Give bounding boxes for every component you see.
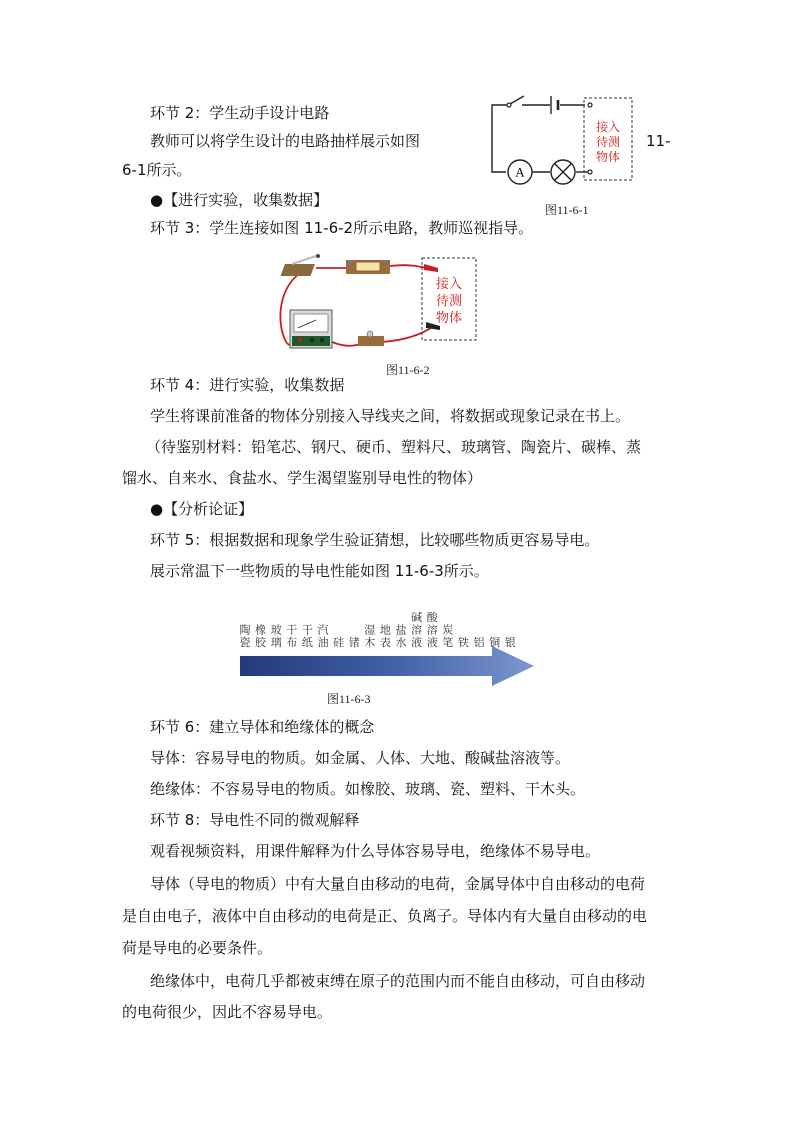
material-char: 溶: [411, 623, 423, 637]
fig1-box-line2: 待测: [595, 135, 621, 149]
material-char: 碱: [411, 611, 423, 624]
material-char: 地: [379, 623, 391, 637]
material-char: 胶: [255, 636, 267, 649]
step8-heading: 环节 8：导电性不同的微观解释: [150, 811, 360, 829]
insulator-definition: 绝缘体：不容易导电的物质。如橡胶、玻璃、瓷、塑料、干木头。: [150, 780, 586, 798]
para-insulator: 绝缘体中，电荷几乎都被束缚在原子的范围内而不能自由移动，可自由移动: [150, 972, 646, 990]
fig2-caption: 图11-6-2: [386, 363, 430, 377]
material-char: 液: [426, 636, 438, 649]
material-char: 璃: [270, 636, 282, 649]
material-char: 湿: [364, 623, 376, 637]
material-char: 瓷: [239, 636, 251, 649]
material-char: 陶: [239, 623, 251, 637]
material-char: 锗: [348, 636, 360, 649]
lamp-board: [346, 260, 390, 274]
material-char: 布: [286, 636, 298, 649]
materials-list: （待鉴别材料：铅笔芯、钢尺、硬币、塑料尺、玻璃管、陶瓷片、碳棒、蒸: [146, 438, 642, 456]
material-char: 木: [364, 636, 376, 649]
conductor-definition: 导体：容易导电的物质。如金属、人体、大地、酸碱盐溶液等。: [150, 749, 571, 767]
material-label: [271, 623, 282, 650]
material-label: [380, 623, 391, 650]
material-char: 炭: [442, 623, 454, 637]
circuit-diagram-fig1: [480, 90, 640, 190]
material-label: [474, 636, 485, 649]
material-label: [255, 623, 267, 650]
material-char: 汽: [317, 623, 329, 637]
material-char: 银: [504, 636, 516, 649]
ammeter-device: [290, 310, 332, 348]
circuit-photo-fig2: [272, 250, 482, 362]
fig2-box-line1: 接入: [435, 277, 463, 292]
material-char: 纸: [301, 636, 313, 649]
para-conductor: 导体（导电的物质）中有大量自由移动的电荷，金属导体中自由移动的电荷: [150, 875, 646, 893]
material-char: 玻: [270, 623, 282, 637]
step2-text-ref: 11-: [646, 132, 671, 150]
material-label: [505, 635, 516, 649]
battery-board: [358, 331, 384, 346]
lamp-symbol: [551, 160, 575, 184]
step4-heading: 环节 4：进行实验，收集数据: [150, 376, 345, 394]
step2-text: 教师可以将学生设计的电路抽样展示如图: [150, 132, 421, 150]
para-conductor-3: 荷是导电的必要条件。: [122, 939, 273, 957]
material-char: 酸: [426, 611, 438, 624]
material-char: 干: [286, 623, 298, 637]
material-char: 油: [317, 636, 329, 649]
knife-switch: [281, 254, 320, 276]
para-insulator-2: 的电荷很少，因此不容易导电。: [122, 1003, 333, 1021]
material-char: 表: [379, 636, 391, 649]
step8-text: 观看视频资料，用课件解释为什么导体容易导电，绝缘体不易导电。: [150, 842, 601, 860]
material-char: 铝: [473, 636, 485, 649]
step4-text: 学生将课前准备的物体分别接入导线夹之间，将数据或现象记录在书上。: [150, 407, 631, 425]
step5-text-2: 展示常温下一些物质的导电性能如图 11-6-3所示。: [150, 562, 489, 580]
fig2-box-line2: 待测: [435, 294, 463, 309]
fig1-box-line1: 接入: [595, 120, 621, 134]
fig1-caption: 图11-6-1: [545, 203, 589, 217]
material-label: [333, 636, 344, 649]
fig1-box-line3: 物体: [595, 150, 621, 164]
section-analysis: ●【分析论证】: [150, 500, 254, 518]
material-char: 溶: [426, 623, 438, 637]
material-char: 笔: [442, 636, 454, 649]
ammeter-label: A: [515, 164, 525, 180]
material-char: 液: [411, 636, 423, 649]
conductivity-scale-fig3: [232, 600, 542, 690]
material-char: 盐: [395, 623, 407, 637]
material-char: 橡: [255, 623, 267, 637]
material-char: 硅: [333, 636, 345, 649]
para-conductor-2: 是自由电子，液体中自由移动的电荷是正、负离子。导体内有大量自由移动的电: [122, 907, 648, 925]
material-label: [240, 623, 251, 650]
material-label: [458, 635, 469, 649]
material-char: 铁: [457, 636, 469, 649]
fig2-box-line3: 物体: [435, 311, 463, 326]
fig3-caption: 图11-6-3: [327, 692, 371, 706]
ammeter-symbol: [508, 160, 532, 184]
material-label: [318, 624, 329, 650]
material-char: 干: [301, 623, 313, 637]
material-label: [364, 624, 375, 650]
step2-text-cont: 6-1所示。: [122, 161, 192, 179]
material-label: [411, 610, 422, 649]
step6-heading: 环节 6：建立导体和绝缘体的概念: [150, 718, 375, 736]
material-label: [427, 610, 439, 649]
material-label: [286, 624, 297, 650]
material-label: [349, 635, 360, 649]
material-label: [442, 623, 453, 650]
step5-text: 环节 5：根据数据和现象学生验证猜想，比较哪些物质更容易导电。: [150, 531, 600, 549]
conductivity-arrow: [240, 646, 534, 686]
step2-heading: 环节 2：学生动手设计电路: [150, 104, 330, 122]
materials-list-cont: 馏水、自来水、食盐水、学生渴望鉴别导电性的物体）: [122, 469, 483, 487]
material-char: 铜: [489, 636, 501, 649]
material-label: [489, 635, 500, 649]
section-experiment: ●【进行实验，收集数据】: [150, 191, 329, 209]
material-label: [396, 623, 407, 650]
step3-text: 环节 3：学生连接如图 11-6-2所示电路，教师巡视指导。: [150, 219, 534, 237]
material-char: 水: [395, 636, 407, 649]
material-label: [302, 624, 313, 650]
